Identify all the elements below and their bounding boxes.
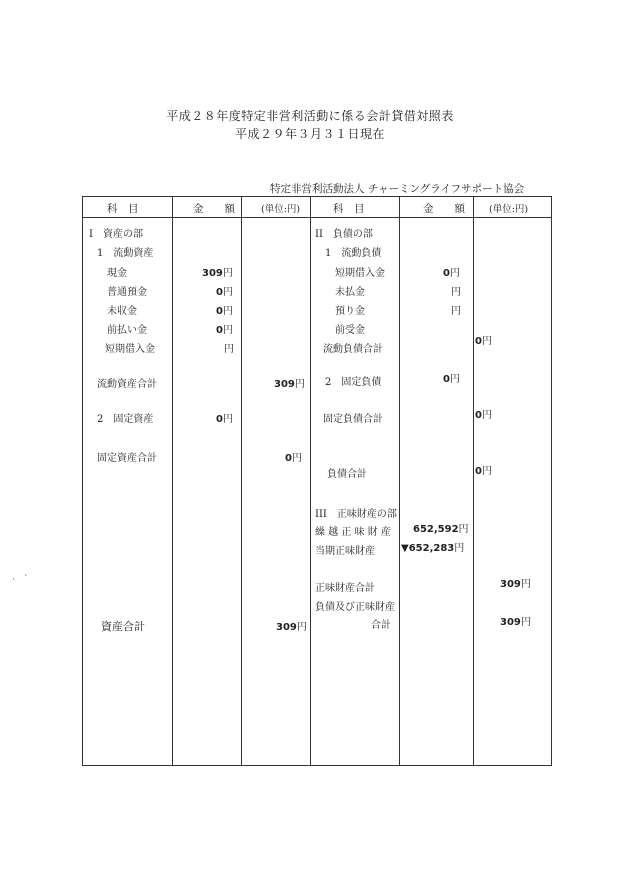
advance-received-label: 前受金 xyxy=(335,325,365,336)
liabilities-total-value: 0 xyxy=(475,466,482,477)
yen-unit: 円 xyxy=(481,466,492,477)
header-left-unit: (単位:円) xyxy=(261,204,301,215)
current-liabilities-heading: 1 流動負債 xyxy=(325,248,382,259)
current-liabilities-total-value: 0 xyxy=(475,336,482,347)
fixed-liabilities-heading-amount xyxy=(443,370,460,385)
unpaid-amount xyxy=(451,283,461,298)
yen-unit: 円 xyxy=(222,306,233,317)
assets-total-value: 309 xyxy=(276,622,297,633)
ordinary-deposit-amount xyxy=(216,283,233,298)
assets-total-amount xyxy=(276,618,307,633)
header-right-unit: (単位:円) xyxy=(489,204,529,215)
short-borrowing-value: 0 xyxy=(443,268,450,279)
current-net-assets-label: 当期正味財産 xyxy=(315,546,375,557)
cash-value: 309 xyxy=(202,268,223,279)
net-assets-total-amount xyxy=(500,575,531,590)
short-loan-amount xyxy=(224,340,234,355)
fixed-liabilities-total-amount xyxy=(475,406,492,421)
grand-total-value: 309 xyxy=(500,617,521,628)
ordinary-deposit-value: 0 xyxy=(216,287,223,298)
document-date: 平成２９年３月３１日現在 xyxy=(234,127,385,141)
column-divider xyxy=(241,197,242,765)
receivable-value: 0 xyxy=(216,306,223,317)
fixed-liabilities-total-value: 0 xyxy=(475,410,482,421)
column-divider xyxy=(399,197,400,765)
yen-unit: 円 xyxy=(222,414,233,425)
yen-unit: 円 xyxy=(520,579,531,590)
fixed-assets-total-value: 0 xyxy=(285,453,292,464)
prepaid-amount xyxy=(216,321,233,336)
yen-unit: 円 xyxy=(449,268,460,279)
net-assets-total-label: 正味財産合計 xyxy=(315,583,375,594)
receivable-label: 未収金 xyxy=(107,306,137,317)
assets-total-label: 資産合計 xyxy=(101,620,145,633)
liabilities-total-amount xyxy=(475,462,492,477)
grand-total-amount xyxy=(500,613,531,628)
current-assets-total-label: 流動資産合計 xyxy=(97,379,157,390)
header-divider xyxy=(83,217,551,218)
current-assets-total-value: 309 xyxy=(274,379,295,390)
short-borrowing-amount xyxy=(443,264,460,279)
yen-unit: 円 xyxy=(454,543,465,554)
liabilities-section: II 負債の部 xyxy=(315,229,373,240)
header-right-subject: 科 目 xyxy=(333,203,365,215)
current-liabilities-total-amount xyxy=(475,332,492,347)
yen-unit: 円 xyxy=(481,336,492,347)
fixed-liabilities-heading-value: 0 xyxy=(443,374,450,385)
short-loan-label: 短期借入金 xyxy=(105,344,155,355)
deposits-label: 預り金 xyxy=(335,306,365,317)
prepaid-value: 0 xyxy=(216,325,223,336)
current-assets-total-amount xyxy=(274,375,305,390)
yen-unit: 円 xyxy=(296,622,307,633)
fixed-assets-heading: 2 固定資産 xyxy=(97,414,154,425)
current-net-assets-amount xyxy=(401,539,464,554)
header-left-subject: 科 目 xyxy=(107,203,139,215)
column-divider xyxy=(473,197,474,765)
yen-unit: 円 xyxy=(451,287,461,298)
yen-unit: 円 xyxy=(451,306,461,317)
fixed-assets-heading-value: 0 xyxy=(216,414,223,425)
yen-unit: 円 xyxy=(520,617,531,628)
assets-section: I 資産の部 xyxy=(89,229,143,240)
organization-name: 特定非営利活動法人 チャーミングライフサポート協会 xyxy=(270,183,525,195)
net-assets-section: III 正味財産の部 xyxy=(315,509,397,520)
column-divider xyxy=(172,197,173,765)
carried-net-assets-amount xyxy=(413,520,469,535)
ordinary-deposit-label: 普通預金 xyxy=(107,287,147,298)
cash-amount xyxy=(202,264,233,279)
receivable-amount xyxy=(216,302,233,317)
yen-unit: 円 xyxy=(222,325,233,336)
document-title: 平成２８年度特定非営利活動に係る会計貸借対照表 xyxy=(166,109,454,123)
yen-unit: 円 xyxy=(222,268,233,279)
current-net-assets-value: ▼652,283 xyxy=(401,543,455,554)
carried-net-assets-label: 繰 越 正 味 財 産 xyxy=(315,527,391,538)
header-right-amount: 金 額 xyxy=(423,203,465,215)
yen-unit: 円 xyxy=(481,410,492,421)
fixed-assets-total-label: 固定資産合計 xyxy=(97,453,157,464)
yen-unit: 円 xyxy=(449,374,460,385)
yen-unit: 円 xyxy=(294,379,305,390)
grand-total-label-line1: 負債及び正味財産 xyxy=(315,602,395,613)
carried-net-assets-value: 652,592 xyxy=(413,524,459,535)
short-borrowing-label: 短期借入金 xyxy=(335,268,385,279)
net-assets-total-value: 309 xyxy=(500,579,521,590)
current-liabilities-total-label: 流動負債合計 xyxy=(323,344,383,355)
header-left-amount: 金 額 xyxy=(193,203,235,215)
fixed-assets-heading-amount xyxy=(216,410,233,425)
column-divider xyxy=(310,197,311,765)
deposits-amount xyxy=(451,302,461,317)
fixed-liabilities-total-label: 固定負債合計 xyxy=(323,414,383,425)
liabilities-total-label: 負債合計 xyxy=(327,469,367,480)
balance-sheet-table xyxy=(82,196,552,766)
yen-unit: 円 xyxy=(291,453,302,464)
grand-total-label-line2: 合計 xyxy=(371,620,391,631)
yen-unit: 円 xyxy=(224,344,234,355)
yen-unit: 円 xyxy=(222,287,233,298)
yen-unit: 円 xyxy=(458,524,469,535)
current-assets-heading: 1 流動資産 xyxy=(97,248,154,259)
fixed-assets-total-amount xyxy=(285,449,302,464)
unpaid-label: 未払金 xyxy=(335,287,365,298)
fixed-liabilities-heading: 2 固定負債 xyxy=(325,377,382,388)
prepaid-label: 前払い金 xyxy=(107,325,147,336)
cash-label: 現金 xyxy=(107,268,127,279)
scan-mark: · ՝ xyxy=(12,575,28,585)
